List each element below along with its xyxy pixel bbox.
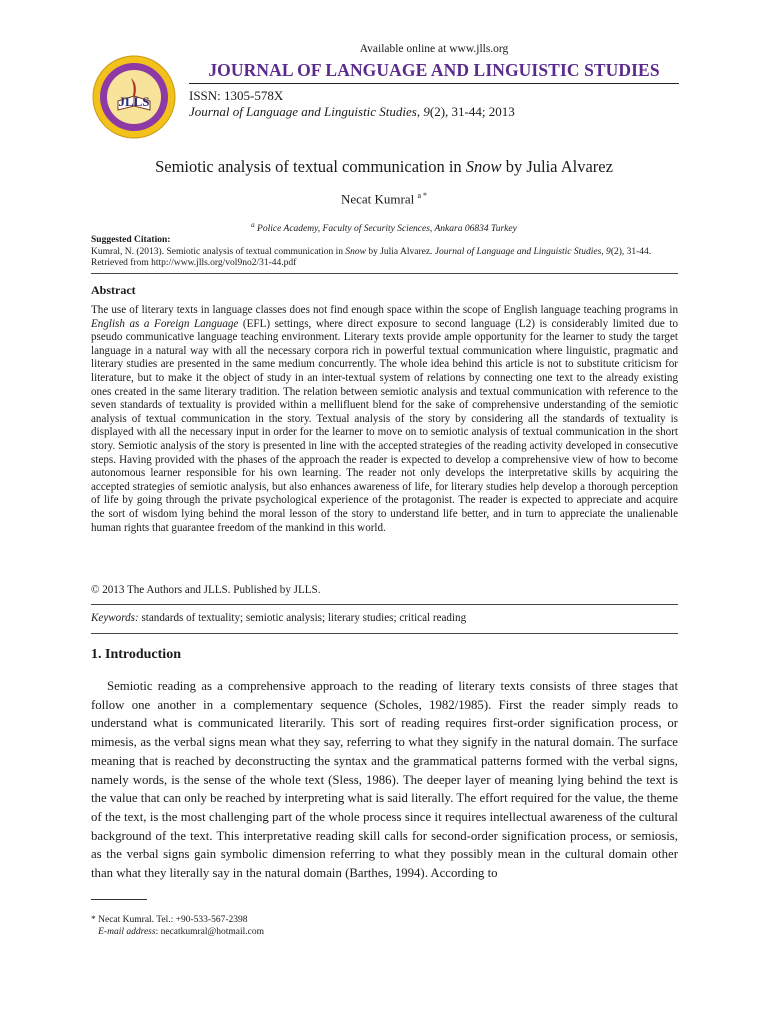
journal-name: Journal of Language and Linguistic Studies,: [189, 104, 421, 119]
issn: ISSN: 1305-578X: [189, 88, 284, 103]
footnote-contact: * Necat Kumral. Tel.: +90-533-567-2398: [91, 915, 248, 925]
journal-reference: [189, 104, 515, 120]
footnote-email: E-mail address: necatkumral@hotmail.com: [98, 927, 265, 937]
keywords-label: Keywords:: [91, 612, 139, 624]
keywords: [91, 612, 466, 624]
introduction-paragraph: Semiotic reading as a comprehensive approach to the reading of literary texts consists of three stages that follow one another in a complementary sequence (Scholes, 1982/1985). First the reader simply reads to understand what is communicated literarily. This sort of reading requires first-order signification process, or mimesis, as the verbal signs mean what they say, referring to what they signify in the natural domain. The surface meaning that is reached by deconstructing the syntax and the grammatical patterns formed with the verbal signs, namely words, is the sense of the whole text (Sless, 1986). The deeper layer of meaning lying behind the text is the value that can only be reached by interpreting what is said literally. The effort required for the value, the theme of the text, is the most challenging part of the whole process since it requires intellectual awareness of the cultural background of the text. This interpretative reading skill calls for second-order signification process, or semiosis, as the verbal signs gain symbolic dimension referring to what they possibly mean in the cultural domain other than what they literally say in the natural domain (Barthes, 1994). According to: [91, 679, 678, 881]
journal-title: JOURNAL OF LANGUAGE AND LINGUISTIC STUDIES: [208, 60, 660, 80]
author-name: Necat Kumral $^{a *}$: [340, 191, 428, 207]
citation-text: Kumral, N. (2013). Semiotic analysis of textual communication in Snow by Julia Alvarez. Journal of Language and Linguistic Studies, 9(2), 31-44. Retrieved from http://www.jlls.org/vol9no2/31-44.pdf: [91, 246, 652, 268]
section-heading-introduction: 1. Introduction: [91, 647, 181, 662]
footnote: [91, 914, 264, 938]
divider: [91, 604, 678, 605]
journal-issue-pages: (2), 31-44; 2013: [429, 104, 515, 119]
available-online-note: Available online at www.jlls.org: [359, 43, 509, 55]
suggested-citation: [91, 235, 678, 270]
affiliation: $^a$ Police Academy, Faculty of Security Sciences, Ankara 06834 Turkey: [251, 221, 517, 235]
jlls-logo: [91, 54, 177, 140]
citation-label: Suggested Citation:: [91, 235, 171, 245]
divider: [91, 273, 678, 274]
journal-volume: 9: [423, 104, 430, 119]
copyright-line: © 2013 The Authors and JLLS. Published by JLLS.: [91, 584, 321, 596]
keywords-value: standards of textuality; semiotic analysis; literary studies; critical reading: [138, 612, 467, 624]
article-title: Semiotic analysis of textual communication in Snow by Julia Alvarez: [155, 157, 613, 176]
abstract-text: The use of literary texts in language classes does not find enough space within the scope of English language teaching programs in English as a Foreign Language (EFL) settings, where direct exposure to second language (L2) is considerably limited due to pseudo communicative language teaching environment. Literary texts provide ample opportunity for the learner to study the target language in a natural way with all the necessary corpora rich in powerful textual communication where linguistic, pragmatic and literary studies are presented in the same medium concurrently. The whole idea behind this article is not to substitute criticism for literature, but to make it the object of study in an inter-textual system of relations by connecting one text to the already existing ones created in the same literary tradition. The relation between semiotic analysis and textual communication with reference to the seven standards of textuality is provided within a mellifluent blend for the sake of comprehensive understanding of the semiotic analysis of textual communication in the story. Textual analysis of the story by considering all the standards of textuality is displayed with all the necessary input in order for the learner to move on to semiotic analysis of textual communication in the short story. Semiotic analysis of the story is presented in line with the accepted strategies of the reading activity developed in consecutive steps. Having provided with the phases of the approach the reader is expected to develop a comprehensive view of how to become autonomous learner responsible for his own learning. The reader not only develops the interpretative skills by acquiring the accepted strategies of semiotic analysis, but also enhances awareness of life, for literary studies help develop a thorough perception of life by going through the private psychological experience of the protagonist. The reader is expected to appreciate and acquire the sort of wisdom lying behind the moral lesson of the story to understand life better, and in turn to appreciate the unalienable human rights that guarantee freedom of the mankind in this world.: [91, 304, 679, 534]
divider: [91, 633, 678, 634]
abstract-heading: Abstract: [91, 283, 136, 297]
logo-text: JLLS: [118, 94, 150, 109]
footnote-rule: [91, 899, 147, 900]
author-marks: a *: [417, 191, 428, 200]
header-rule: [189, 83, 679, 84]
